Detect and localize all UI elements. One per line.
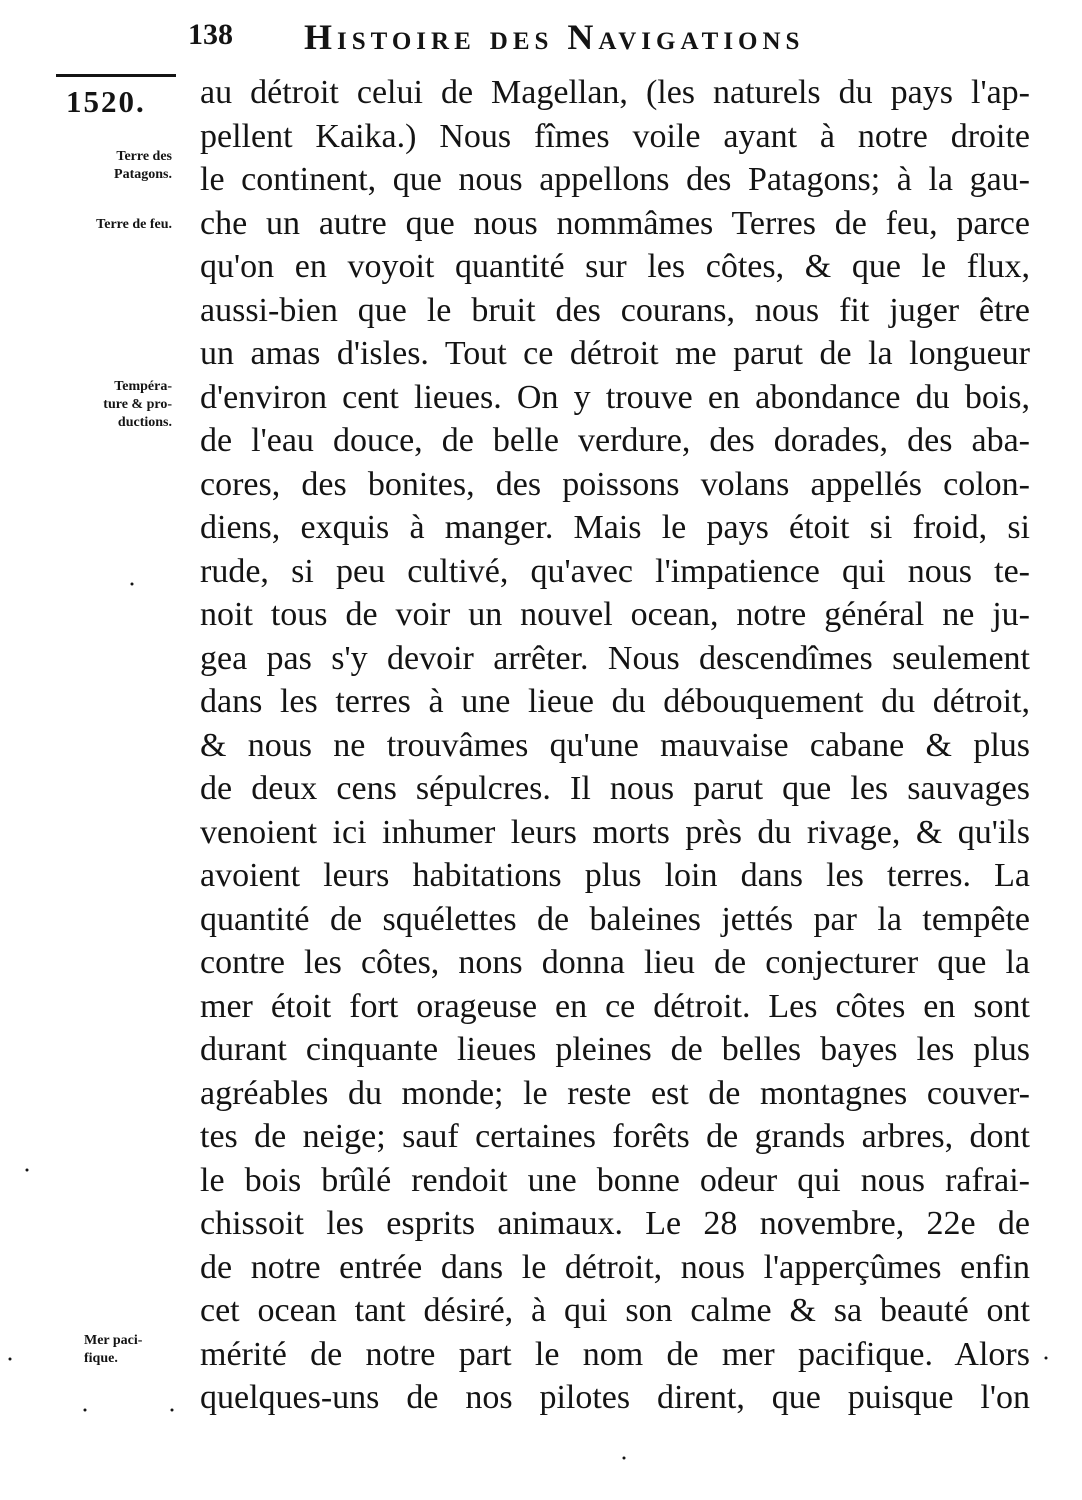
text-line: che un autre que nous nommâmes Terres de feu, parce bbox=[200, 204, 1030, 242]
margin-note-patagons: Terre des Patagons. bbox=[114, 149, 172, 182]
text-line: quelques-uns de nos pilotes dirent, que puisque l'on bbox=[200, 1379, 1030, 1416]
year-rule bbox=[56, 74, 176, 77]
text-line: chissoit les esprits animaux. Le 28 novembre, 22e de bbox=[200, 1205, 1030, 1242]
text-line: contre les côtes, nons donna lieu de conjecturer que la bbox=[200, 944, 1030, 981]
text-line: venoient ici inhumer leurs morts près du rivage, & qu'ils bbox=[200, 813, 1030, 851]
speck bbox=[84, 1409, 87, 1412]
speck bbox=[9, 1358, 12, 1361]
speck bbox=[623, 1457, 626, 1460]
text-line: le continent, que nous appellons des Patagons; à la gau- bbox=[200, 161, 1030, 198]
text-line: gea pas s'y devoir arrêter. Nous descendîmes seulement bbox=[200, 639, 1030, 677]
margin-note-temperature: Tempéra- ture & pro- ductions. bbox=[103, 379, 172, 430]
margin-note-terre-de-feu: Terre de feu. bbox=[96, 217, 172, 232]
text-line: noit tous de voir un nouvel ocean, notre général ne ju- bbox=[200, 596, 1030, 633]
text-line: tes de neige; sauf certaines forêts de grands arbres, dont bbox=[200, 1118, 1030, 1155]
page-number: 138 bbox=[188, 18, 233, 51]
text-line: pellent Kaika.) Nous fîmes voile ayant à notre droite bbox=[200, 117, 1030, 155]
text-line: un amas d'isles. Tout ce détroit me parut de la longueur bbox=[200, 335, 1030, 372]
text-line: durant cinquante lieues pleines de belles bayes les plus bbox=[200, 1031, 1030, 1068]
body-text bbox=[200, 71, 1030, 1420]
text-line: avoient leurs habitations plus loin dans les terres. La bbox=[200, 857, 1030, 894]
text-line: cet ocean tant désiré, à qui son calme & sa beauté ont bbox=[200, 1292, 1030, 1329]
text-line: de deux cens sépulcres. Il nous parut que les sauvages bbox=[200, 770, 1030, 807]
text-line: mérité de notre part le nom de mer pacifique. Alors bbox=[200, 1335, 1030, 1373]
text-line: dans les terres à une lieue du débouquement du détroit, bbox=[200, 683, 1030, 720]
speck bbox=[26, 1169, 29, 1172]
text-line: cores, des bonites, des poissons volans appellés colon- bbox=[200, 465, 1030, 503]
running-head bbox=[188, 16, 948, 60]
text-line: le bois brûlé rendoit une bonne odeur qui nous rafrai- bbox=[200, 1161, 1030, 1199]
margin-note-mer-pacifique: Mer paci- fique. bbox=[84, 1333, 143, 1366]
text-line: rude, si peu cultivé, qu'avec l'impatience qui nous te- bbox=[200, 552, 1030, 590]
text-line: agréables du monde; le reste est de montagnes couver- bbox=[200, 1074, 1030, 1112]
text-line: quantité de squélettes de baleines jettés par la tempête bbox=[200, 900, 1030, 938]
text-line: mer étoit fort orageuse en ce détroit. Les côtes en sont bbox=[200, 987, 1030, 1025]
text-line: aussi-bien que le bruit des courans, nous fit juger être bbox=[200, 291, 1030, 329]
text-line: diens, exquis à manger. Mais le pays étoit si froid, si bbox=[200, 509, 1030, 546]
text-line: de notre entrée dans le détroit, nous l'apperçûmes enfin bbox=[200, 1248, 1030, 1286]
text-line: qu'on en voyoit quantité sur les côtes, & que le flux, bbox=[200, 248, 1030, 285]
text-line: au détroit celui de Magellan, (les naturels du pays l'ap- bbox=[200, 74, 1030, 111]
speck bbox=[171, 1409, 174, 1412]
text-line: & nous ne trouvâmes qu'une mauvaise cabane & plus bbox=[200, 726, 1030, 764]
running-title: Histoire des Navigations bbox=[304, 17, 805, 57]
speck bbox=[1045, 1357, 1048, 1360]
margin-year: 1520. bbox=[66, 84, 146, 119]
speck bbox=[131, 583, 134, 586]
text-line: de l'eau douce, de belle verdure, des dorades, des aba- bbox=[200, 422, 1030, 459]
text-line: d'environ cent lieues. On y trouve en abondance du bois, bbox=[200, 378, 1030, 416]
